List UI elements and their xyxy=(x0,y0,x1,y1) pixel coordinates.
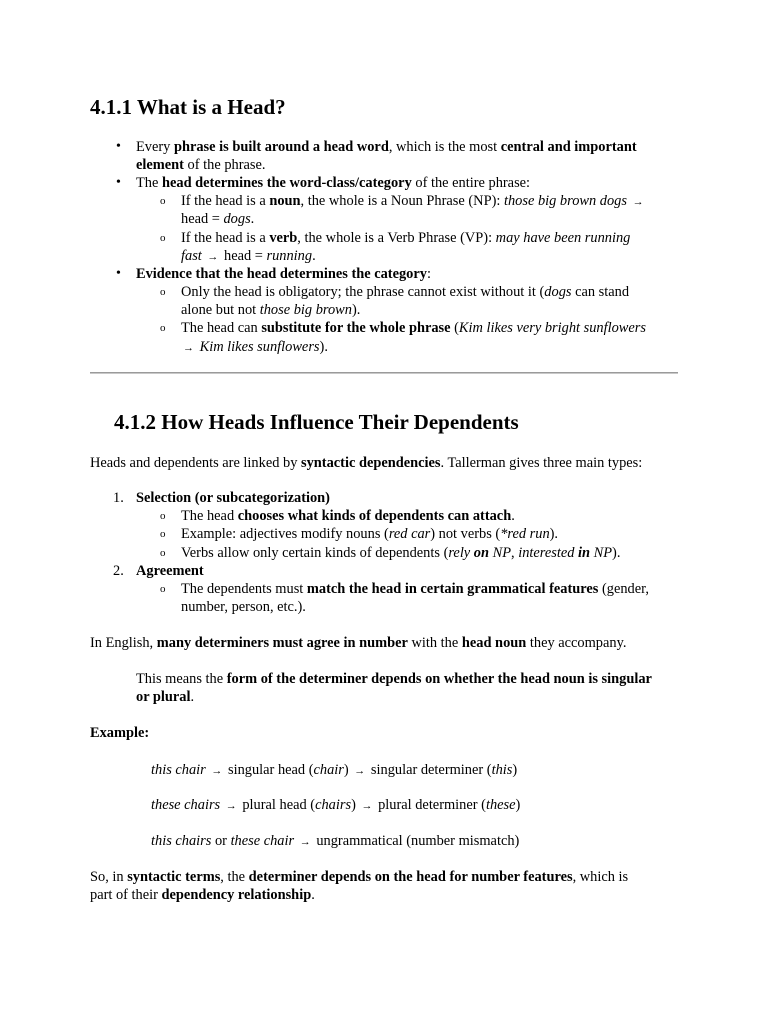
sub-bullet-text: The head chooses what kinds of dependents can attach. xyxy=(181,508,515,524)
sub-bullet-text: Verbs allow only certain kinds of dependents (rely on NP, interested in NP). xyxy=(181,545,621,561)
paragraph: In English, many determiners must agree in number with the head noun they accompany. xyxy=(90,635,627,651)
sub-bullet-text: fast → head = running. xyxy=(181,248,316,264)
bullet-text: element of the phrase. xyxy=(136,157,266,173)
sub-bullet-marker: o xyxy=(160,195,166,207)
arrow-icon: → xyxy=(225,800,237,812)
sub-bullet-marker: o xyxy=(160,232,166,244)
list-number: 2. xyxy=(113,563,124,579)
bullet-text: The head determines the word-class/category of the entire phrase: xyxy=(136,175,531,191)
sub-bullet-text: If the head is a noun, the whole is a Noun Phrase (NP): those big brown dogs → xyxy=(181,193,644,209)
sub-bullet-marker: o xyxy=(160,528,166,540)
sub-bullet-text: alone but not those big brown). xyxy=(181,302,361,318)
arrow-icon: → xyxy=(207,251,219,263)
paragraph: Heads and dependents are linked by syntactic dependencies. Tallerman gives three main types: xyxy=(90,455,643,471)
bullet-text: Evidence that the head determines the category: xyxy=(136,266,431,282)
sub-bullet-text: head = dogs. xyxy=(181,211,255,227)
arrow-icon: → xyxy=(211,765,223,777)
example-line: this chair → singular head (chair) → singular determiner (this) xyxy=(151,762,518,778)
arrow-icon: → xyxy=(299,836,311,848)
sub-bullet-text: If the head is a verb, the whole is a Verb Phrase (VP): may have been running xyxy=(181,230,631,246)
sub-bullet-text: number, person, etc.). xyxy=(181,599,306,615)
sub-bullet-marker: o xyxy=(160,583,166,595)
paragraph: So, in syntactic terms, the determiner depends on the head for number features, which is xyxy=(90,869,629,885)
bullet-text: Every phrase is built around a head word, which is the most central and important xyxy=(136,139,637,155)
arrow-icon: → xyxy=(183,342,194,354)
bullet-marker: • xyxy=(116,139,121,154)
indented-paragraph: or plural. xyxy=(136,689,195,705)
sub-bullet-text: The dependents must match the head in certain grammatical features (gender, xyxy=(181,581,649,597)
sub-bullet-marker: o xyxy=(160,286,166,298)
indented-paragraph: This means the form of the determiner depends on whether the head noun is singular xyxy=(136,671,652,687)
example-line: these chairs → plural head (chairs) → plural determiner (these) xyxy=(151,797,521,813)
section-title: 4.1.2 How Heads Influence Their Dependents xyxy=(114,410,519,434)
list-item-title: Agreement xyxy=(136,563,204,579)
horizontal-divider xyxy=(90,372,678,374)
arrow-icon: → xyxy=(632,196,644,208)
sub-bullet-text: → Kim likes sunflowers). xyxy=(183,339,328,355)
example-line: this chairs or these chair → ungrammatical (number mismatch) xyxy=(151,833,520,849)
sub-bullet-marker: o xyxy=(160,510,166,522)
sub-bullet-text: The head can substitute for the whole phrase (Kim likes very bright sunflowers xyxy=(181,320,646,336)
arrow-icon: → xyxy=(361,800,373,812)
arrow-icon: → xyxy=(354,765,366,777)
example-label: Example: xyxy=(90,725,150,741)
sub-bullet-text: Example: adjectives modify nouns (red car) not verbs (*red run). xyxy=(181,526,559,542)
list-number: 1. xyxy=(113,490,124,506)
sub-bullet-text: Only the head is obligatory; the phrase cannot exist without it (dogs can stand xyxy=(181,284,630,300)
sub-bullet-marker: o xyxy=(160,322,166,334)
list-item-title: Selection (or subcategorization) xyxy=(136,490,330,506)
bullet-marker: • xyxy=(116,175,121,190)
sub-bullet-marker: o xyxy=(160,547,166,559)
section-title: 4.1.1 What is a Head? xyxy=(90,95,286,119)
bullet-marker: • xyxy=(116,266,121,281)
paragraph: part of their dependency relationship. xyxy=(90,887,315,903)
